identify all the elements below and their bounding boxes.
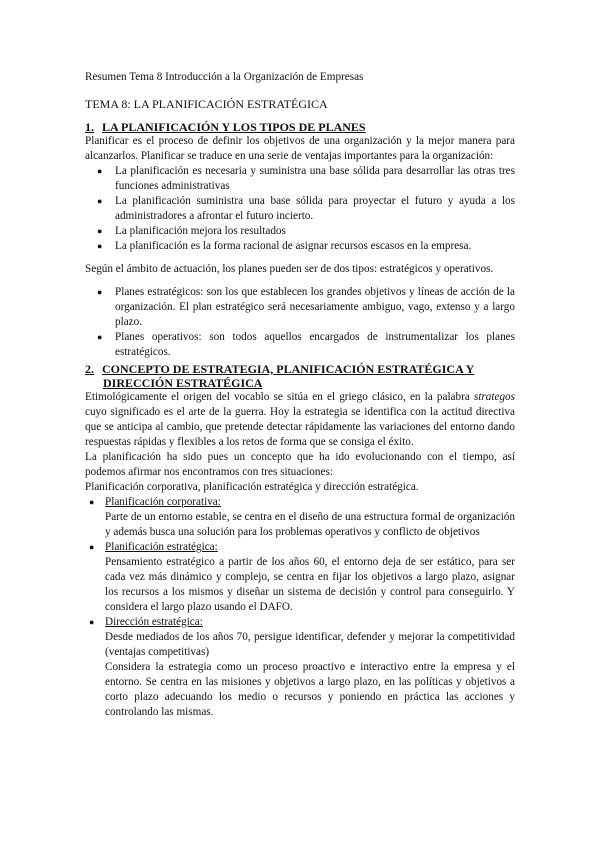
paragraph-text: cuyo significado es el arte de la guerra. Hoy la estrategia se identifica con la actitud directiva que se anticipa al cambio, que pretende detectar rápidamente las variaciones del entorno dando respuestas rápidas y flexibles a los retos de forma que se consiga el éxito. <box>85 406 515 448</box>
section-2-heading <box>85 362 515 390</box>
list-item: ● La planificación suministra una base sólida para proyectar el futuro y ayuda a los administradores a afrontar el futuro incierto. <box>85 194 515 224</box>
list-item: ● La planificación es necesaria y suministra una base sólida para desarrollar las otras tres funciones administrativas <box>85 164 515 194</box>
section-2-paragraph-3: Planificación corporativa, planificación estratégica y dirección estratégica. <box>85 481 419 493</box>
item-paragraph: Pensamiento estratégico a partir de los años 60, el entorno deja de ser estático, para ser cada vez más dinámico y complejo, se centra en fijar los objetivos a largo plazo, asignar los recursos a los mismos y diseñar un sistema de decisión y control para conseguirlo. Y considera el largo plazo usando el DAFO. <box>105 556 515 613</box>
paragraph-text: Etimológicamente el origen del vocablo se sitúa en el griego clásico, en la palabra <box>85 391 474 403</box>
plan-types-intro: Según el ámbito de actuación, los planes pueden ser de dos tipos: estratégicos y operativos. <box>85 263 494 275</box>
list-item: ● La planificación mejora los resultados <box>85 224 515 239</box>
item-paragraph: Desde mediados de los años 70, persigue identificar, defender y mejorar la competitividad (ventajas competitivas) <box>105 631 515 658</box>
item-title: ● Planificación corporativa: <box>85 495 515 510</box>
section-1-heading <box>85 120 515 134</box>
section-2-title-line2: DIRECCIÓN ESTRATÉGICA <box>103 376 263 390</box>
list-item: ● Planes operativos: son todos aquellos encargados de instrumentalizar los planes estratégicos. <box>85 330 515 360</box>
section-2-title-line1: CONCEPTO DE ESTRATEGIA, PLANIFICACIÓN ESTRATÉGICA Y <box>102 362 475 376</box>
item-title: ● Dirección estratégica: <box>85 615 515 630</box>
list-item: ● Planes estratégicos: son los que establecen los grandes objetivos y líneas de acción de la organización. El plan estratégico será necesariamente ambiguo, vago, extenso y a largo plazo. <box>85 285 515 330</box>
section-2-paragraph-2: La planificación ha sido pues un concepto que ha ido evolucionando con el tiempo, así podemos afirmar nos encontramos con tres situaciones: <box>85 451 515 478</box>
section-1-title: LA PLANIFICACIÓN Y LOS TIPOS DE PLANES <box>102 120 366 134</box>
section-2-number: 2. <box>85 362 94 376</box>
advantages-list <box>85 164 515 254</box>
document-subtitle: TEMA 8: LA PLANIFICACIÓN ESTRATÉGICA <box>85 97 328 111</box>
document-header: Resumen Tema 8 Introducción a la Organización de Empresas <box>85 71 364 83</box>
list-item: ● La planificación es la forma racional de asignar recursos escasos en la empresa. <box>85 239 515 254</box>
paragraph-italic-term: strategos <box>473 391 515 403</box>
section-2-paragraph-1 <box>85 390 515 450</box>
section-2-heading-line1 <box>85 362 515 376</box>
item-paragraph: Parte de un entorno estable, se centra en el diseño de una estructura formal de organización y además busca una solución para los problemas operativos y conflicto de objetivos <box>105 511 515 538</box>
planning-item-corporativa <box>85 495 515 540</box>
section-1-number: 1. <box>85 120 94 134</box>
section-1-intro: Planificar es el proceso de definir los objetivos de una organización y la mejor manera para alcanzarlos. Planificar se traduce en una serie de ventajas importantes para la organización: <box>85 135 515 162</box>
plan-types-list <box>85 285 515 360</box>
planning-item-direccion <box>85 615 515 720</box>
planning-item-estrategica <box>85 540 515 615</box>
document-page <box>85 70 515 720</box>
item-paragraph: Considera la estrategia como un proceso proactivo e interactivo entre la empresa y el entorno. Se centra en las misiones y objetivos a largo plazo, en las políticas y objetivos a corto plazo adecuando los medio o recursos y poniendo en práctica las acciones y controlando las mismas. <box>105 661 515 718</box>
item-title: ● Planificación estratégica: <box>85 540 515 555</box>
